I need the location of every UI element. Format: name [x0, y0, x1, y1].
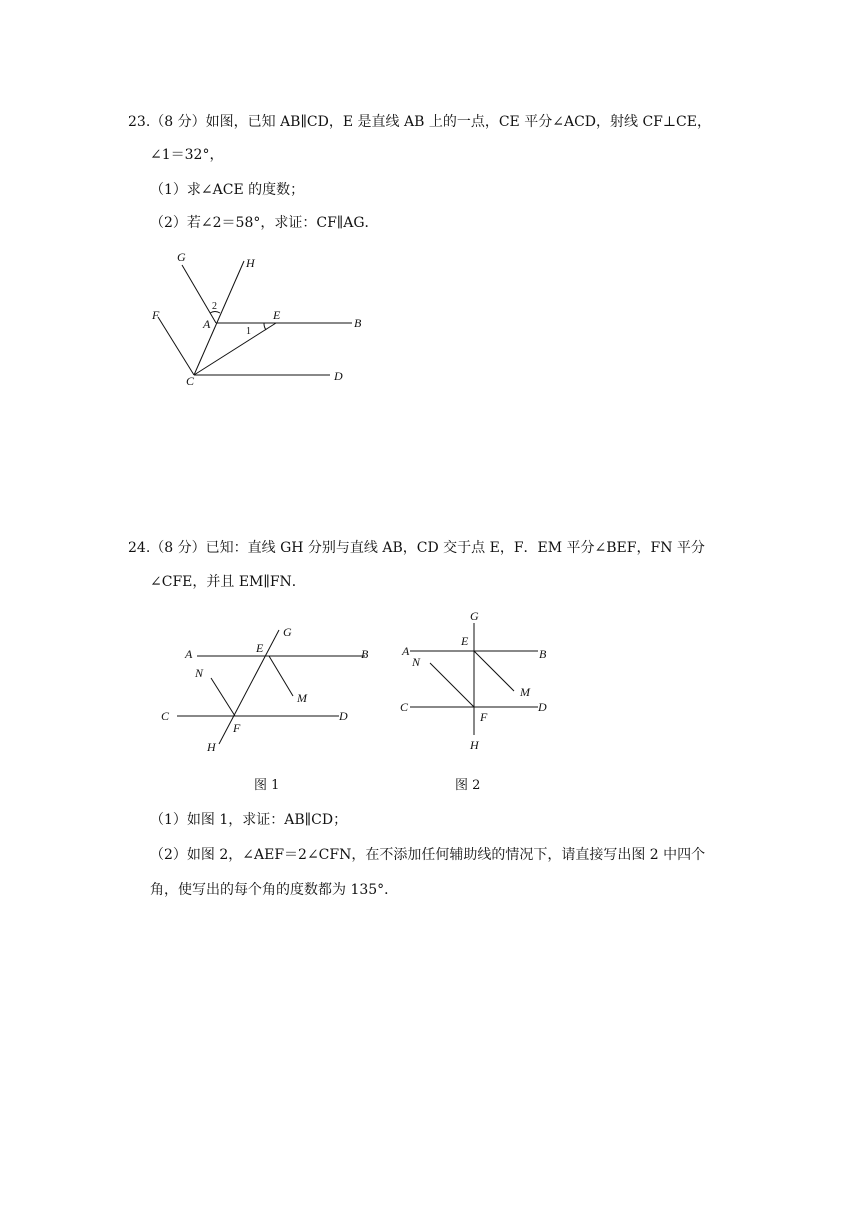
label-B: B	[354, 316, 362, 330]
fig1-label-A: A	[185, 647, 193, 661]
q24-part2-line2: 角，使写出的每个角的度数都为 135°．	[150, 882, 399, 898]
label-H: H	[246, 256, 255, 270]
q23-part1: （1）求∠ACE 的度数；	[150, 182, 305, 198]
fig1-label-D: D	[339, 709, 348, 723]
q24-figure-1	[155, 620, 380, 760]
q23-part2: （2）若∠2＝58°，求证：CF∥AG．	[150, 215, 379, 231]
q23-stem-line1: 23.（8 分）如图，已知 AB∥CD，E 是直线 AB 上的一点，CE 平分∠ACD，射线 CF⊥CE，	[128, 114, 711, 130]
fig1-label-N: N	[195, 666, 204, 680]
fig1-label-F: F	[233, 721, 241, 735]
q24-part1: （1）如图 1，求证：AB∥CD；	[150, 812, 348, 828]
label-G: G	[177, 250, 186, 264]
label-angle-2: 2	[212, 301, 217, 312]
fig2-label-N: N	[412, 655, 421, 669]
label-E: E	[273, 308, 281, 322]
q23-stem-line2: ∠1＝32°，	[150, 147, 224, 163]
fig2-label-M: M	[520, 685, 530, 699]
q24-stem-line1: 24.（8 分）已知：直线 GH 分别与直线 AB，CD 交于点 E，F．EM 平分∠BEF，FN 平分	[128, 540, 705, 556]
fig2-label-G: G	[470, 609, 479, 623]
fig1-caption: 图 1	[254, 778, 280, 793]
fig2-label-A: A	[402, 644, 410, 658]
fig2-caption: 图 2	[455, 778, 481, 793]
q24-stem-line2: ∠CFE，并且 EM∥FN．	[150, 574, 306, 590]
label-C: C	[186, 374, 195, 388]
fig2-label-H: H	[470, 738, 479, 752]
label-A: A	[203, 317, 211, 331]
fig2-label-E: E	[461, 634, 469, 648]
fig2-label-D: D	[538, 700, 547, 714]
label-F: F	[152, 308, 160, 322]
fig1-label-E: E	[256, 641, 264, 655]
q23-figure	[140, 245, 380, 395]
label-D: D	[334, 369, 343, 383]
fig2-label-C: C	[400, 700, 409, 714]
fig1-label-M: M	[297, 691, 307, 705]
fig1-label-B: B	[361, 647, 369, 661]
q24-figure-2	[390, 605, 565, 755]
fig1-label-C: C	[161, 709, 170, 723]
q24-part2-line1: （2）如图 2，∠AEF＝2∠CFN，在不添加任何辅助线的情况下，请直接写出图 2 中四个	[150, 847, 706, 863]
fig1-label-G: G	[283, 625, 292, 639]
fig2-label-B: B	[539, 647, 547, 661]
fig2-label-F: F	[480, 710, 488, 724]
label-angle-1: 1	[246, 326, 251, 337]
fig1-label-H: H	[207, 740, 216, 754]
